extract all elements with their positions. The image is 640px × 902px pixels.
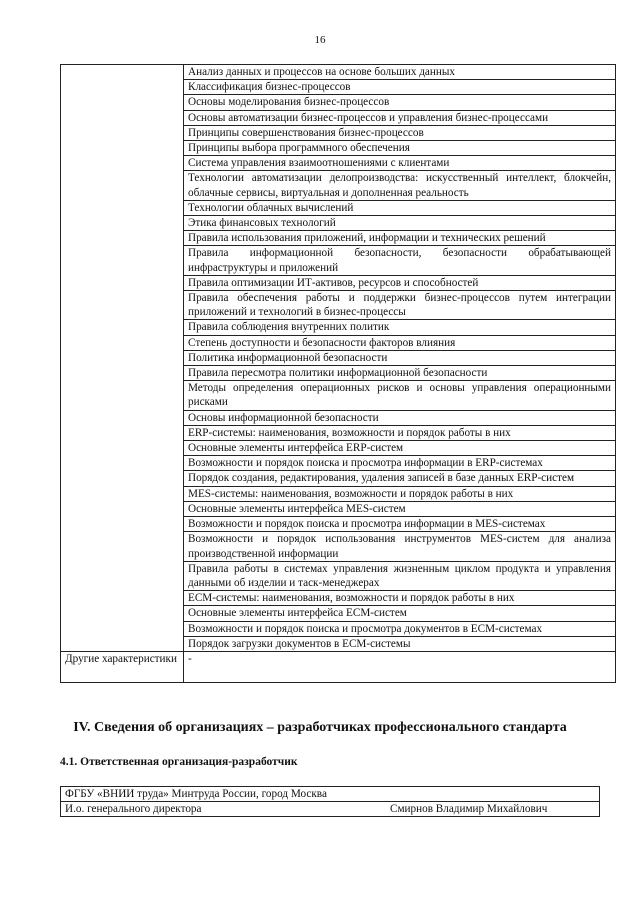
knowledge-item: Правила использования приложений, информации и технических решений <box>184 231 616 246</box>
organization-name: ФГБУ «ВНИИ труда» Минтруда России, город Москва <box>61 787 600 802</box>
knowledge-item: Возможности и порядок поиска и просмотра информации в MES-системах <box>184 517 616 532</box>
knowledge-item: Этика финансовых технологий <box>184 216 616 231</box>
knowledge-item: Правила пересмотра политики информационной безопасности <box>184 366 616 381</box>
knowledge-item: Правила информационной безопасности, безопасности обрабатывающей инфраструктуры и приложений <box>184 246 616 275</box>
knowledge-item: Технологии облачных вычислений <box>184 200 616 215</box>
knowledge-item: Правила соблюдения внутренних политик <box>184 320 616 335</box>
knowledge-item: Классификация бизнес-процессов <box>184 80 616 95</box>
person-position: И.о. генерального директора <box>65 803 202 815</box>
organization-name-row <box>61 787 600 802</box>
knowledge-item: Основные элементы интерфейса MES-систем <box>184 501 616 516</box>
page-number: 16 <box>314 34 326 46</box>
knowledge-left-cell <box>61 65 184 652</box>
organization-table <box>60 786 600 817</box>
knowledge-item: Технологии автоматизации делопроизводства: искусственный интеллект, блокчейн, облачные сервисы, виртуальная и дополненная реальность <box>184 171 616 200</box>
knowledge-item: Правила обеспечения работы и поддержки бизнес-процессов путем интеграции приложений и технологий в бизнес-процессы <box>184 291 616 320</box>
knowledge-item: Возможности и порядок использования инструментов MES-систем для анализа производственной информации <box>184 532 616 561</box>
knowledge-item: Анализ данных и процессов на основе больших данных <box>184 65 616 80</box>
knowledge-item: Правила работы в системах управления жизненным циклом продукта и управления данными об изделии и таск-менеджерах <box>184 561 616 590</box>
knowledge-item: Принципы выбора программного обеспечения <box>184 141 616 156</box>
knowledge-item: Методы определения операционных рисков и основы управления операционными рисками <box>184 381 616 410</box>
knowledge-item: Степень доступности и безопасности факторов влияния <box>184 335 616 350</box>
knowledge-item: Возможности и порядок поиска и просмотра документов в ECM-системах <box>184 621 616 636</box>
knowledge-item: Порядок создания, редактирования, удаления записей в базе данных ERP-систем <box>184 471 616 486</box>
knowledge-item: Основные элементы интерфейса ECM-систем <box>184 606 616 621</box>
section-title: IV. Сведения об организациях – разработчиках профессионального стандарта <box>73 720 567 735</box>
knowledge-item: ECM-системы: наименования, возможности и порядок работы в них <box>184 591 616 606</box>
organization-person-row <box>61 802 600 817</box>
knowledge-table <box>60 64 616 683</box>
person-name: Смирнов Владимир Михайлович <box>390 803 548 815</box>
knowledge-item: Система управления взаимоотношениями с клиентами <box>184 156 616 171</box>
knowledge-item: Возможности и порядок поиска и просмотра информации в ERP-системах <box>184 456 616 471</box>
knowledge-item: MES-системы: наименования, возможности и порядок работы в них <box>184 486 616 501</box>
other-characteristics-row <box>61 651 616 682</box>
other-characteristics-value: - <box>184 651 616 682</box>
knowledge-item: Принципы совершенствования бизнес-процессов <box>184 125 616 140</box>
knowledge-item: Политика информационной безопасности <box>184 350 616 365</box>
knowledge-item: Правила оптимизации ИТ-активов, ресурсов и способностей <box>184 275 616 290</box>
table-row <box>61 65 616 80</box>
knowledge-item: Основные элементы интерфейса ERP-систем <box>184 441 616 456</box>
knowledge-item: Основы автоматизации бизнес-процессов и управления бизнес-процессами <box>184 110 616 125</box>
knowledge-item: ERP-системы: наименования, возможности и порядок работы в них <box>184 425 616 440</box>
knowledge-item: Основы моделирования бизнес-процессов <box>184 95 616 110</box>
subsection-title: 4.1. Ответственная организация-разработчик <box>60 756 298 768</box>
knowledge-item: Порядок загрузки документов в ECM-системы <box>184 636 616 651</box>
knowledge-item: Основы информационной безопасности <box>184 410 616 425</box>
other-characteristics-label: Другие характеристики <box>61 651 184 682</box>
knowledge-table-body <box>61 65 616 683</box>
